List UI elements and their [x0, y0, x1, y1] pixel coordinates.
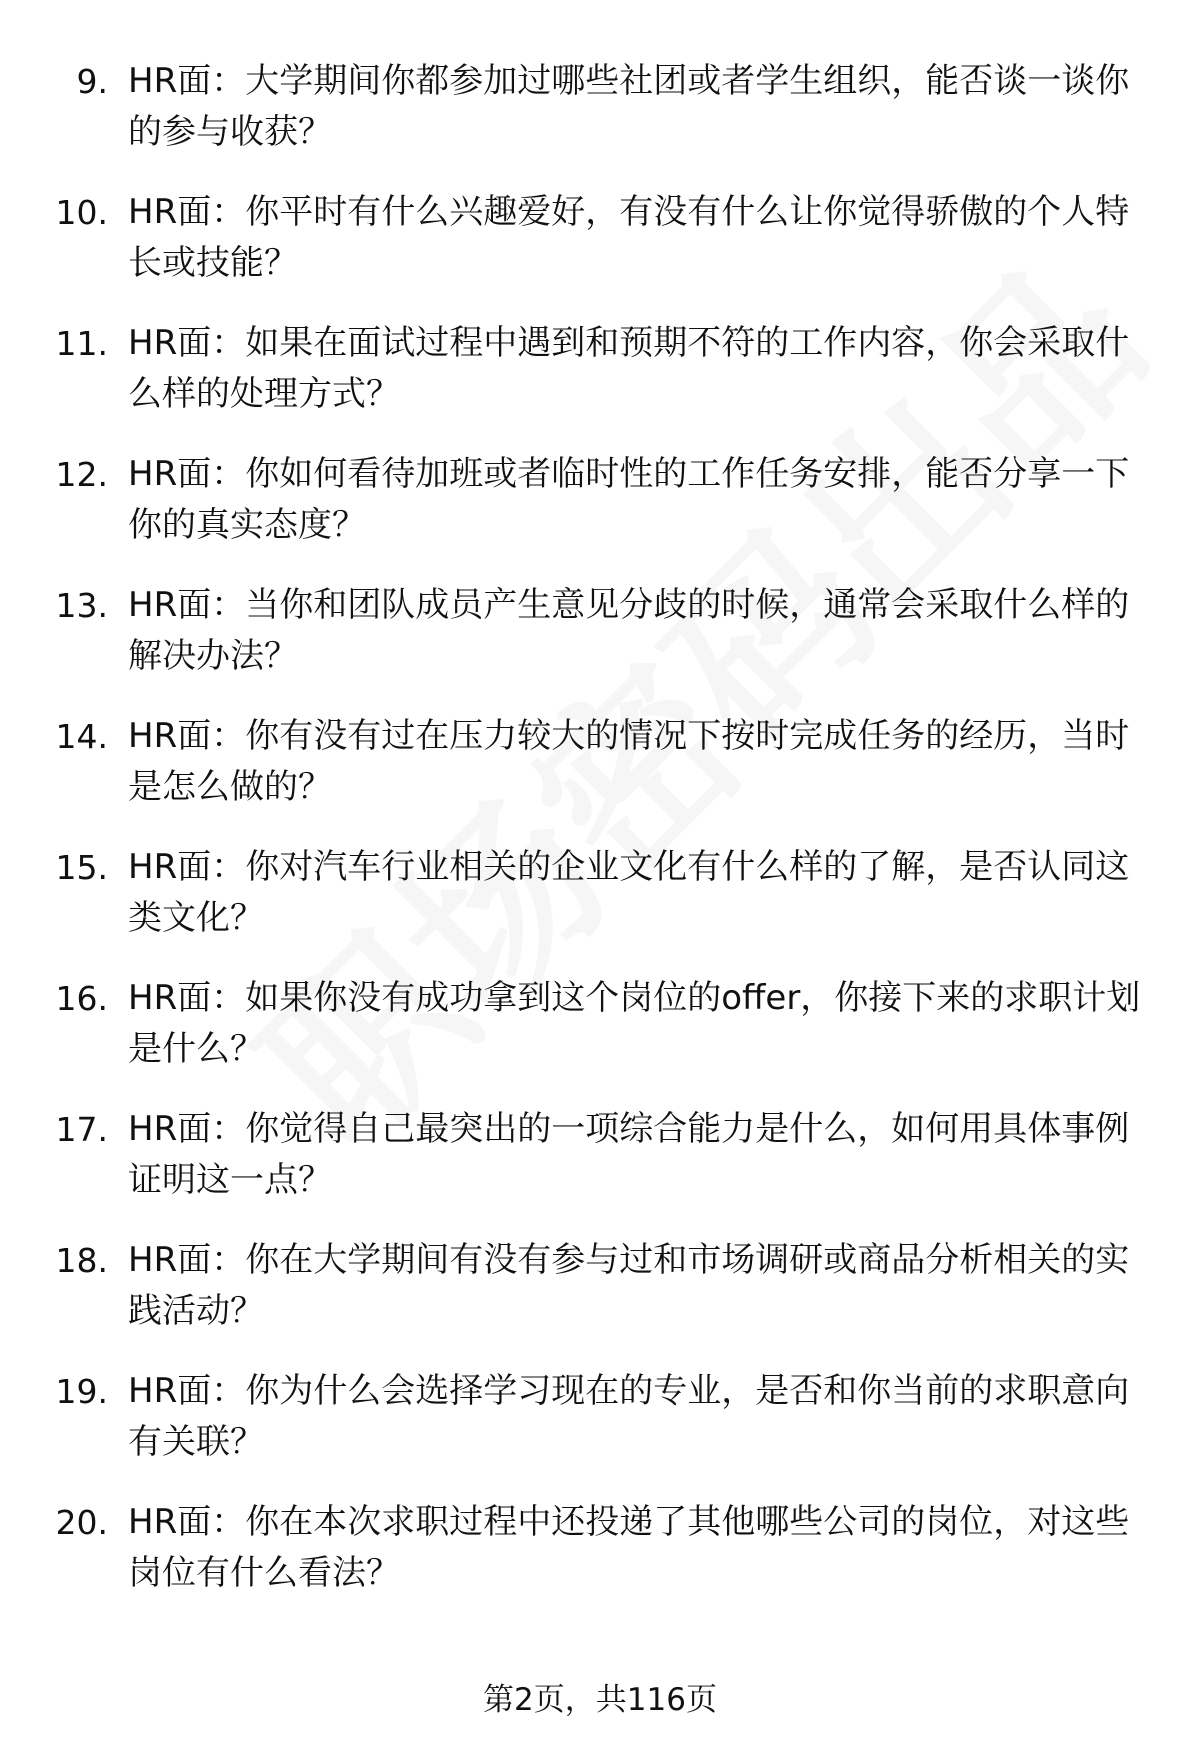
- question-number: 15.: [55, 848, 108, 887]
- question-number: 10.: [55, 193, 108, 232]
- question-item: [0, 1366, 1200, 1497]
- question-number: 18.: [55, 1241, 108, 1280]
- question-list: [0, 56, 1200, 1628]
- question-item: [0, 187, 1200, 318]
- page-footer: [0, 1680, 1200, 1720]
- question-number: 14.: [55, 717, 108, 756]
- question-number: 9.: [76, 62, 108, 101]
- question-item: [0, 711, 1200, 842]
- question-item: [0, 1497, 1200, 1628]
- question-item: [0, 56, 1200, 187]
- question-text: HR面：当你和团队成员产生意见分歧的时候，通常会采取什么样的解决办法？: [128, 585, 1130, 676]
- question-number: 16.: [55, 979, 108, 1018]
- question-text: HR面：大学期间你都参加过哪些社团或者学生组织，能否谈一谈你的参与收获？: [128, 61, 1130, 152]
- question-text: HR面：你如何看待加班或者临时性的工作任务安排，能否分享一下你的真实态度？: [128, 454, 1130, 545]
- question-number: 20.: [55, 1503, 108, 1542]
- question-text: HR面：你觉得自己最突出的一项综合能力是什么，如何用具体事例证明这一点？: [128, 1109, 1130, 1200]
- question-text: HR面：你对汽车行业相关的企业文化有什么样的了解，是否认同这类文化？: [128, 847, 1130, 938]
- question-item: [0, 973, 1200, 1104]
- question-item: [0, 318, 1200, 449]
- question-item: [0, 580, 1200, 711]
- question-text: HR面：你在大学期间有没有参与过和市场调研或商品分析相关的实践活动？: [128, 1240, 1130, 1331]
- question-text: HR面：你在本次求职过程中还投递了其他哪些公司的岗位，对这些岗位有什么看法？: [128, 1502, 1130, 1593]
- question-item: [0, 1235, 1200, 1366]
- question-item: [0, 1104, 1200, 1235]
- page-number: 第2页，共116页: [483, 1682, 717, 1718]
- question-item: [0, 842, 1200, 973]
- question-number: 11.: [55, 324, 108, 363]
- question-text: HR面：你平时有什么兴趣爱好，有没有什么让你觉得骄傲的个人特长或技能？: [128, 192, 1130, 283]
- question-text: HR面：你有没有过在压力较大的情况下按时完成任务的经历，当时是怎么做的？: [128, 716, 1130, 807]
- question-number: 19.: [55, 1372, 108, 1411]
- question-text: HR面：如果你没有成功拿到这个岗位的offer，你接下来的求职计划是什么？: [128, 978, 1141, 1069]
- question-text: HR面：如果在面试过程中遇到和预期不符的工作内容，你会采取什么样的处理方式？: [128, 323, 1130, 414]
- question-number: 17.: [55, 1110, 108, 1149]
- question-number: 12.: [55, 455, 108, 494]
- question-item: [0, 449, 1200, 580]
- question-text: HR面：你为什么会选择学习现在的专业，是否和你当前的求职意向有关联？: [128, 1371, 1130, 1462]
- question-number: 13.: [55, 586, 108, 625]
